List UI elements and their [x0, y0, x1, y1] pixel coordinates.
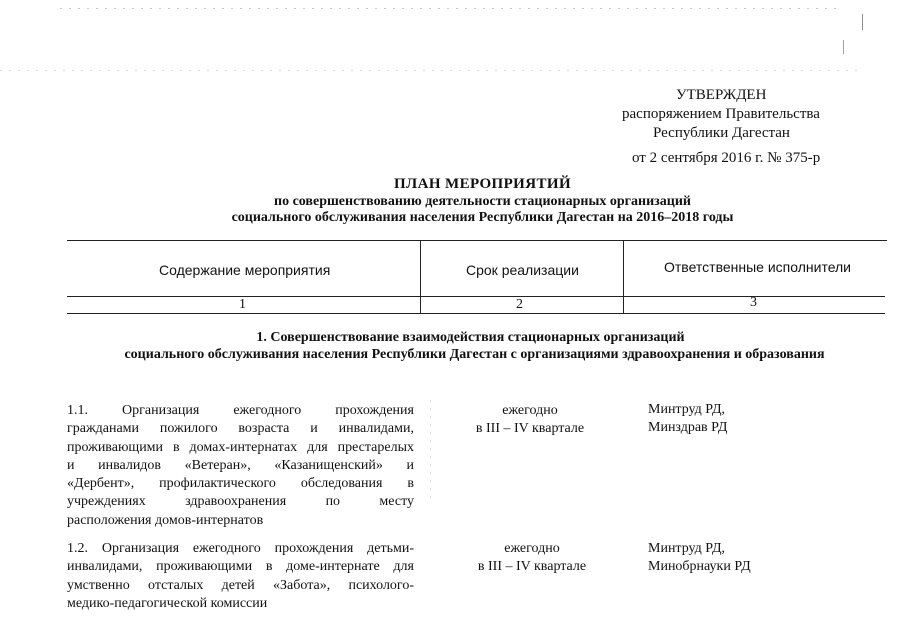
header-responsible: Ответственные исполнители — [664, 259, 852, 275]
scan-noise — [60, 8, 840, 9]
table-top-border — [67, 240, 887, 241]
row-1-content-line: расположения домов-интернатов — [67, 512, 264, 528]
row-1-content-line: гражданами пожилого возраста и инвалидами, — [67, 421, 414, 437]
row-2-term-line: в III – IV квартале — [477, 559, 587, 574]
document-subtitle-line-2: социального обслуживания населения Республики Дагестан на 2016–2018 годы — [231, 210, 734, 225]
column-number-3: 3 — [750, 295, 757, 310]
row-2-term — [452, 540, 612, 576]
row-2-content-line: инвалидами, проживающими в доме-интернате для — [67, 559, 414, 575]
scan-guide — [430, 400, 431, 500]
row-2-responsible-line: Минобрнауки РД — [648, 559, 751, 574]
row-1-content — [67, 402, 414, 530]
approval-authority: распоряжением Правительства — [622, 106, 820, 122]
scan-noise — [862, 14, 863, 30]
column-number-1: 1 — [239, 297, 246, 312]
column-number-2: 2 — [516, 297, 523, 312]
section-heading-line-2: социального обслуживания населения Республики Дагестан с организациями здравоохранения и образования — [124, 347, 825, 362]
row-1-responsible-line: Минтруд РД, — [648, 402, 726, 417]
row-1-content-line: учреждениях здравоохранения по месту — [67, 494, 414, 510]
approval-date: от 2 сентября 2016 г. № 375-р — [632, 150, 821, 166]
table-column-divider-1 — [420, 240, 421, 313]
row-1-responsible-line: Минздрав РД — [648, 420, 728, 435]
table-header-separator — [67, 296, 885, 297]
row-1-responsible — [648, 401, 727, 437]
row-2-responsible — [648, 540, 751, 576]
header-term: Срок реализации — [466, 262, 579, 278]
row-2-content-line: умственно отсталых детей «Забота», психолого- — [67, 577, 414, 593]
scan-noise — [843, 40, 844, 54]
row-2-content — [67, 540, 414, 613]
approval-region: Республики Дагестан — [653, 125, 790, 141]
row-1-term-line: в III – IV квартале — [475, 421, 585, 436]
table-column-divider-2 — [623, 240, 624, 313]
row-2-content-line: 1.2. Организация ежегодного прохождения детьми- — [67, 541, 414, 556]
row-1-content-line: 1.1. Организация ежегодного прохождения — [67, 403, 414, 418]
row-1-term — [450, 402, 610, 438]
row-1-term-line: ежегодно — [502, 403, 558, 418]
row-2-content-line: медико-педагогической комиссии — [67, 595, 268, 611]
row-1-content-line: проживающими в домах-интернатах для престарелых — [67, 439, 414, 455]
table-numbers-bottom-border — [67, 313, 885, 314]
document-subtitle-line-1: по совершенствованию деятельности стационарных организаций — [274, 194, 691, 209]
row-1-content-line: «Дербент», профилактического обследования в — [67, 476, 414, 492]
document-title: ПЛАН МЕРОПРИЯТИЙ — [393, 176, 572, 192]
scan-noise — [0, 70, 860, 71]
row-2-term-line: ежегодно — [504, 541, 560, 556]
header-content: Содержание мероприятия — [159, 262, 331, 278]
section-heading-line-1: 1. Совершенствование взаимодействия стационарных организаций — [256, 330, 685, 345]
approval-title: УТВЕРЖДЕН — [676, 87, 767, 103]
row-1-content-line: и инвалидов «Ветеран», «Казанищенский» и — [67, 457, 414, 473]
row-2-responsible-line: Минтруд РД, — [648, 541, 726, 556]
